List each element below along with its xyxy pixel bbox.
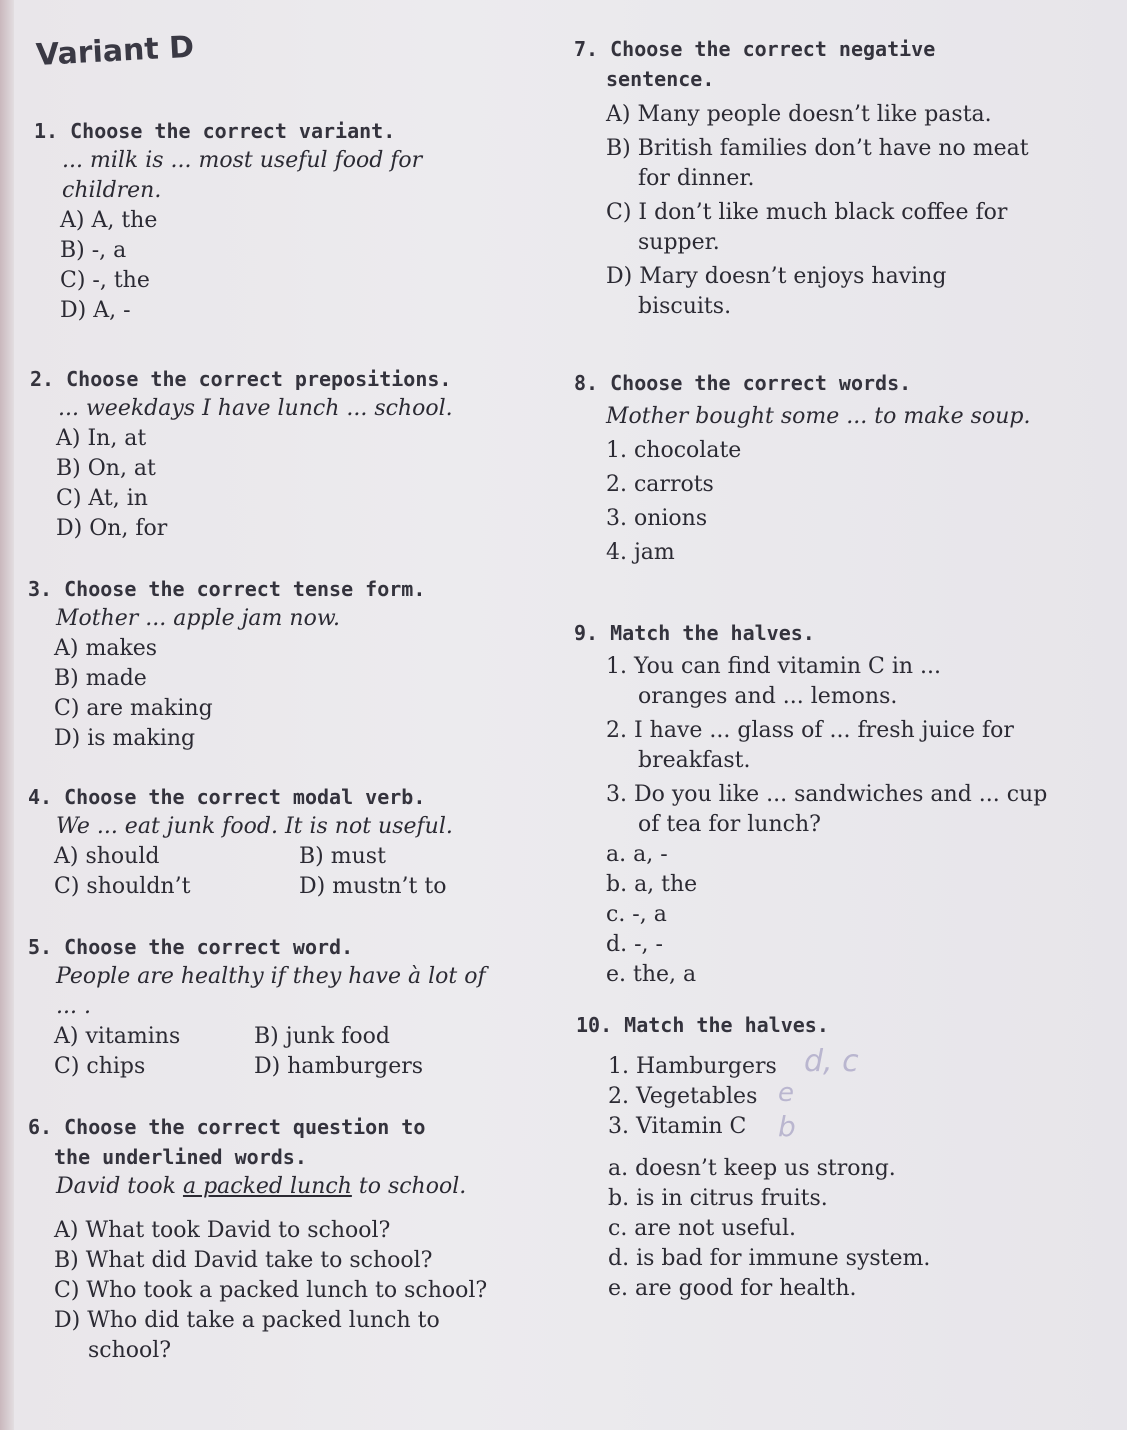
question-3-title: 3. Choose the correct tense form. <box>28 577 426 601</box>
page-edge-shadow <box>0 0 14 1430</box>
question-6-prompt <box>28 1172 508 1202</box>
question-2-title: 2. Choose the correct prepositions. <box>30 367 452 391</box>
question-9-answer-d[interactable]: d. -, - <box>606 932 663 957</box>
question-3-option-d[interactable]: D) is making <box>54 726 196 751</box>
question-2-option-d[interactable]: D) On, for <box>56 516 168 541</box>
question-5-option-a[interactable]: A) vitamins <box>54 1024 181 1049</box>
question-2-option-a[interactable]: A) In, at <box>56 426 147 451</box>
question-9-answer-c[interactable]: c. -, a <box>606 902 667 927</box>
question-7-option-b[interactable]: B) British families don’t have no meat for dinner. <box>606 136 1029 191</box>
question-7 <box>574 34 1054 322</box>
question-4-option-d[interactable]: D) mustn’t to <box>299 874 447 899</box>
question-2 <box>30 364 510 544</box>
question-5-option-d[interactable]: D) hamburgers <box>254 1054 424 1079</box>
question-8 <box>574 368 1074 568</box>
question-6-underlined-words: a packed lunch <box>182 1174 352 1199</box>
question-1-prompt: ... milk is ... most useful food for children. <box>62 148 423 203</box>
question-6 <box>28 1112 508 1366</box>
question-5-prompt: People are healthy if they have à lot of ... . <box>56 964 486 1019</box>
question-6-option-a[interactable]: A) What took David to school? <box>54 1218 391 1243</box>
question-5-options <box>28 1022 508 1082</box>
question-7-option-a[interactable]: A) Many people doesn’t like pasta. <box>606 102 992 127</box>
question-9 <box>574 618 1074 990</box>
question-1-option-c[interactable]: C) -, the <box>60 268 150 293</box>
question-1-option-b[interactable]: B) -, a <box>60 238 127 263</box>
question-10-item-3: 3. Vitamin C <box>608 1114 747 1139</box>
question-6-option-b[interactable]: B) What did David take to school? <box>54 1248 433 1273</box>
question-8-item-4[interactable]: 4. jam <box>606 540 675 565</box>
question-6-prompt-before: David took <box>56 1174 183 1199</box>
question-4-option-a[interactable]: A) should <box>54 844 160 869</box>
question-2-prompt: ... weekdays I have lunch ... school. <box>58 396 453 421</box>
question-4-option-b[interactable]: B) must <box>299 844 386 869</box>
question-4-prompt: We ... eat junk food. It is not useful. <box>56 814 453 839</box>
question-10-answer-d[interactable]: d. is bad for immune system. <box>608 1246 931 1271</box>
question-9-answer-e[interactable]: e. the, a <box>606 962 697 987</box>
question-6-option-d[interactable]: D) Who did take a packed lunch to school? <box>54 1308 440 1363</box>
question-6-option-c[interactable]: C) Who took a packed lunch to school? <box>54 1278 488 1303</box>
question-10-answer-c[interactable]: c. are not useful. <box>608 1216 797 1241</box>
question-9-item-2: 2. I have ... glass of ... fresh juice for breakfast. <box>606 718 1014 773</box>
question-8-title: 8. Choose the correct words. <box>574 371 912 395</box>
question-3-prompt: Mother ... apple jam now. <box>56 606 341 631</box>
question-9-answer-a[interactable]: a. a, - <box>606 842 668 867</box>
question-8-item-2[interactable]: 2. carrots <box>606 472 714 497</box>
question-7-option-d[interactable]: D) Mary doesn’t enjoys having biscuits. <box>606 264 947 319</box>
question-3-option-c[interactable]: C) are making <box>54 696 213 721</box>
question-8-item-3[interactable]: 3. onions <box>606 506 708 531</box>
question-6-prompt-after: to school. <box>351 1174 467 1199</box>
question-4 <box>28 782 508 902</box>
question-1-title: 1. Choose the correct variant. <box>34 119 396 143</box>
question-8-item-1[interactable]: 1. chocolate <box>606 438 742 463</box>
variant-heading: Variant D <box>35 29 195 73</box>
question-6-title-line1: 6. Choose the correct question to <box>28 1115 426 1139</box>
question-5-title: 5. Choose the correct word. <box>28 935 354 959</box>
question-5 <box>28 932 508 1082</box>
question-9-item-1: 1. You can find vitamin C in ... oranges and ... lemons. <box>606 654 942 709</box>
question-9-answer-b[interactable]: b. a, the <box>606 872 698 897</box>
question-3 <box>28 574 508 754</box>
question-9-title: 9. Match the halves. <box>574 621 815 645</box>
question-7-title-line1: 7. Choose the correct negative <box>574 37 936 61</box>
handwritten-answer-1: d, c <box>804 1044 859 1079</box>
question-10-answer-b[interactable]: b. is in citrus fruits. <box>608 1186 828 1211</box>
question-5-option-c[interactable]: C) chips <box>54 1054 146 1079</box>
question-10-title: 10. Match the halves. <box>576 1013 829 1037</box>
question-10-item-1: 1. Hamburgers <box>608 1054 777 1079</box>
handwritten-answer-2: e <box>778 1078 794 1108</box>
handwritten-answer-3: b <box>778 1110 796 1143</box>
question-10-item-2: 2. Vegetables <box>608 1084 758 1109</box>
question-10-answer-e[interactable]: e. are good for health. <box>608 1276 857 1301</box>
question-5-option-b[interactable]: B) junk food <box>254 1024 390 1049</box>
question-7-title-line2: sentence. <box>606 67 715 91</box>
question-3-option-a[interactable]: A) makes <box>54 636 158 661</box>
question-2-option-c[interactable]: C) At, in <box>56 486 148 511</box>
question-4-title: 4. Choose the correct modal verb. <box>28 785 426 809</box>
question-6-title-line2: the underlined words. <box>54 1145 307 1169</box>
question-9-item-3: 3. Do you like ... sandwiches and ... cup of tea for lunch? <box>606 782 1048 837</box>
question-4-options <box>28 842 508 902</box>
question-10-answer-a[interactable]: a. doesn’t keep us strong. <box>608 1156 896 1181</box>
question-3-option-b[interactable]: B) made <box>54 666 147 691</box>
question-8-prompt: Mother bought some ... to make soup. <box>606 404 1031 429</box>
question-1 <box>34 116 514 326</box>
question-1-option-d[interactable]: D) A, - <box>60 298 131 323</box>
question-7-option-c[interactable]: C) I don’t like much black coffee for supper. <box>606 200 1008 255</box>
question-4-option-c[interactable]: C) shouldn’t <box>54 874 191 899</box>
question-1-option-a[interactable]: A) A, the <box>60 208 158 233</box>
question-2-option-b[interactable]: B) On, at <box>56 456 156 481</box>
